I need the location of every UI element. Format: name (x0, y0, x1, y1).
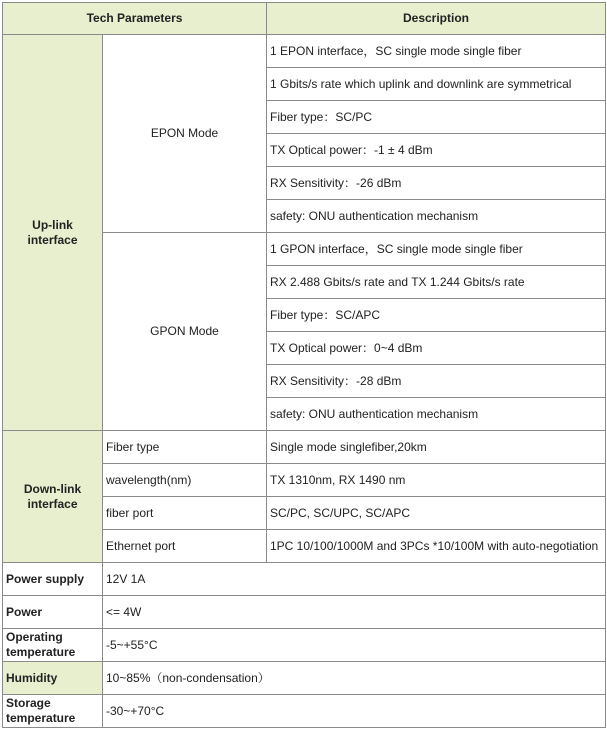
downlink-value: SC/PC, SC/UPC, SC/APC (267, 497, 606, 530)
table-row (3, 563, 606, 596)
downlink-value: Single mode singlefiber,20km (267, 431, 606, 464)
epon-item: safety: ONU authentication mechanism (267, 200, 606, 233)
downlink-value: 1PC 10/100/1000M and 3PCs *10/100M with auto-negotiation (267, 530, 606, 563)
downlink-value: TX 1310nm, RX 1490 nm (267, 464, 606, 497)
power-supply-label: Power supply (3, 563, 103, 596)
gpon-mode-label: GPON Mode (103, 233, 267, 431)
power-supply-value: 12V 1A (103, 563, 606, 596)
epon-item: 1 Gbits/s rate which uplink and downlink are symmetrical (267, 68, 606, 101)
header-tech-parameters: Tech Parameters (3, 3, 267, 35)
gpon-item: Fiber type：SC/APC (267, 299, 606, 332)
epon-item: RX Sensitivity：-26 dBm (267, 167, 606, 200)
table-row (3, 431, 606, 464)
epon-item: TX Optical power：-1 ± 4 dBm (267, 134, 606, 167)
power-value: <= 4W (103, 596, 606, 629)
gpon-item: 1 GPON interface，SC single mode single fiber (267, 233, 606, 266)
storage-temperature-label: Storage temperature (3, 695, 103, 728)
gpon-item: RX Sensitivity：-28 dBm (267, 365, 606, 398)
header-description: Description (267, 3, 606, 35)
spec-table (2, 2, 606, 728)
gpon-item: TX Optical power：0~4 dBm (267, 332, 606, 365)
humidity-value: 10~85%（non-condensation） (103, 662, 606, 695)
table-row (3, 35, 606, 68)
epon-item: Fiber type：SC/PC (267, 101, 606, 134)
downlink-param: fiber port (103, 497, 267, 530)
operating-temperature-value: -5~+55°C (103, 629, 606, 662)
downlink-param: wavelength(nm) (103, 464, 267, 497)
table-row (3, 695, 606, 728)
uplink-label: Up-link interface (3, 35, 103, 431)
table-row (3, 596, 606, 629)
humidity-label: Humidity (3, 662, 103, 695)
operating-temperature-label: Operating temperature (3, 629, 103, 662)
storage-temperature-value: -30~+70°C (103, 695, 606, 728)
gpon-item: RX 2.488 Gbits/s rate and TX 1.244 Gbits/s rate (267, 266, 606, 299)
power-label: Power (3, 596, 103, 629)
downlink-param: Fiber type (103, 431, 267, 464)
gpon-item: safety: ONU authentication mechanism (267, 398, 606, 431)
table-row (3, 629, 606, 662)
downlink-label: Down-link interface (3, 431, 103, 563)
table-row (3, 662, 606, 695)
epon-mode-label: EPON Mode (103, 35, 267, 233)
downlink-param: Ethernet port (103, 530, 267, 563)
epon-item: 1 EPON interface，SC single mode single fiber (267, 35, 606, 68)
